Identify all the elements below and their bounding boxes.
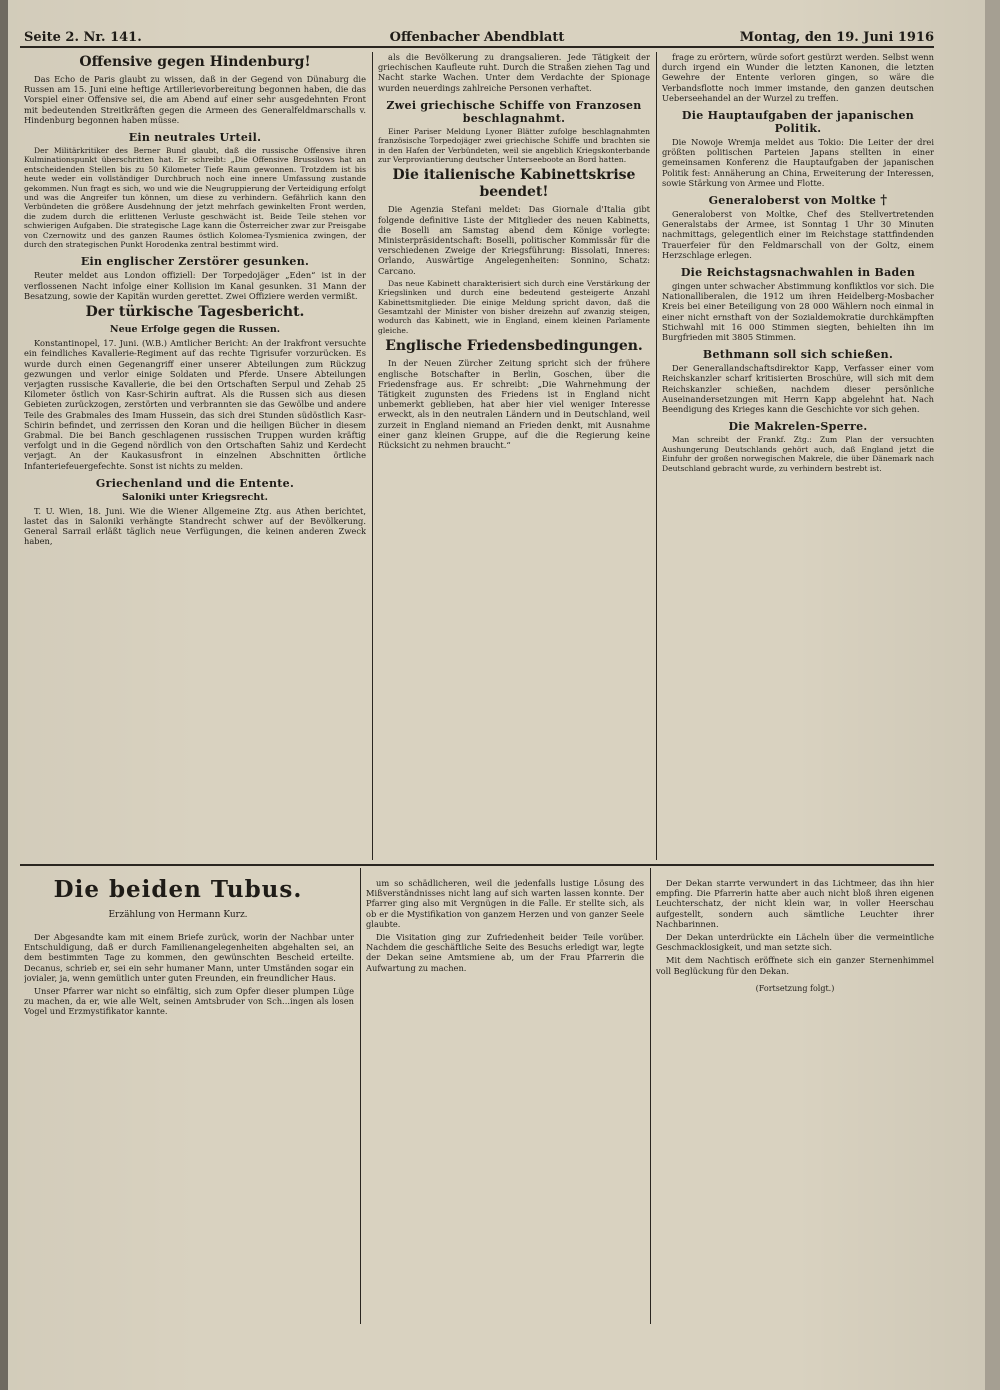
page-number: Seite 2. Nr. 141.	[24, 30, 142, 45]
story-text: um so schädlicheren, weil die jedenfalls lustige Lösung des Mißverständnisses nicht lang auf sich warten lassen konnte. Der Pfarrer ging also mit Vergnügen in die Falle. Er stellte sich, als ob er die Mystifikation von ganzem Herzen und von ganzer Seele glaubte.	[366, 878, 644, 929]
headline-english-peace: Englische Friedensbedingungen.	[385, 338, 643, 355]
adjacent-page-edge	[985, 0, 1000, 1390]
headline-baden: Die Reichstagsnachwahlen in Baden	[680, 266, 916, 280]
article-text: Reuter meldet aus London offiziell: Der Torpedojäger „Eden“ ist in der verflossenen Nacht infolge einer Kollision im Kanal gesunken. 31 Mann der Besatzung, sowie der Kapitän wurden gerettet. Zwei Offiziere werden vermißt.	[24, 270, 366, 301]
column-rule	[360, 868, 361, 1324]
feuilleton-title: Die beiden Tubus.	[53, 876, 303, 903]
headline-japan: Die Hauptaufgaben der japanischen Politik.	[681, 109, 915, 136]
article-text: gingen unter schwacher Abstimmung konfliktlos vor sich. Die Nationalliberalen, die 1912 um ihren Heidelberg-Mosbacher Kreis bei einer Beteiligung von 28 000 Wählern noch einmal in einer nicht ernsthaft von der Sozialdemokratie durchkämpften Stichwahl mit 16 000 Stimmen siegten, behielten ihn im Burgfrieden mit 3805 Stimmen.	[662, 281, 934, 343]
headline-greek-ships: Zwei griechische Schiffe von Franzosen beschlagnahmt.	[386, 98, 642, 125]
article-text: Generaloberst von Moltke, Chef des Stellvertretenden Generalstabs der Armee, ist Sonntag 1 Uhr 30 Minuten nachmittags, gelegentlich einer im Reichstage stattfindenden Trauerfeier für den Feldmarschall von der Goltz, einem Herzschlage erlegen.	[662, 209, 934, 260]
feuilleton-column-2	[366, 878, 644, 1318]
story-text: Der Abgesandte kam mit einem Briefe zurück, worin der Nachbar unter Entschuldigung, daß er durch Familienangelegenheiten abgehalten sei, an dem bestimmten Tage zu kommen, den gewünschten Bescheid erteilte. Decanus, schrieb er, sei ein sehr humaner Mann, unter Umständen sogar ein jovialer, ja, wenn gemütlich unter guten Freunden, ein freundlicher Haus.	[24, 932, 354, 983]
story-text: Die Visitation ging zur Zufriedenheit beider Teile vorüber. Nachdem die geschäftliche Seite des Besuchs erledigt war, legte der Dekan seine Amtsmiene ab, um der Frau Pfarrerin die Aufwartung zu machen.	[366, 932, 644, 973]
story-text: Mit dem Nachtisch eröffnete sich ein ganzer Sternenhimmel voll Beglückung für den Dekan.	[656, 955, 934, 976]
newspaper-name: Offenbacher Abendblatt	[389, 30, 565, 45]
feuilleton-author: Erzählung von Hermann Kurz.	[108, 910, 248, 920]
headline-italian-crisis: Die italienische Kabinettskrise beendet!	[392, 167, 636, 201]
page-header	[20, 30, 934, 48]
headline-moltke	[662, 194, 934, 207]
article-text: Man schreibt der Frankf. Ztg.: Zum Plan der versuchten Aushungerung Deutschlands gehört auch, daß England jetzt die Einfuhr der großen norwegischen Makrele, die über Dänemark nach Deutschland gebracht wurde, zu verhindern bestrebt ist.	[662, 435, 934, 473]
article-text: als die Bevölkerung zu drangsalieren. Jede Tätigkeit der griechischen Kaufleute ruht. Durch die Straßen ziehen Tag und Nacht starke Wachen. Unter dem Verdachte der Spionage wurden neuerdings zahlreiche Personen verhaftet.	[378, 52, 650, 93]
headline-neutral: Ein neutrales Urteil.	[128, 131, 262, 145]
feuilleton-rule	[20, 864, 934, 866]
article-column-2	[378, 52, 650, 857]
column-rule	[372, 52, 373, 860]
article-text: Das Echo de Paris glaubt zu wissen, daß in der Gegend von Dünaburg die Russen am 15. Juni eine heftige Artillerievorbereitung begonnen haben, die das Vorspiel einer Offensive sei, die am Abend auf einer sehr ausgedehnten Front mit bedeutenden Streitkräften gegen die Armeen des Generalfeldmarschalls v. Hindenburg begonnen haben müsse.	[24, 74, 366, 125]
article-text: Die Nowoje Wremja meldet aus Tokio: Die Leiter der drei größten politischen Parteien Japans stellten in einer gemeinsamen Konferenz die Hauptaufgaben der japanischen Politik fest: Annäherung an China, Erweiterung der Interessen, sowie Stärkung von Armee und Flotte.	[662, 137, 934, 188]
headline-destroyer: Ein englischer Zerstörer gesunken.	[80, 255, 310, 269]
headline-greece: Griechenland und die Entente.	[95, 476, 295, 490]
article-text: Das neue Kabinett charakterisiert sich durch eine Verstärkung der Kriegslinken und durch eine bedeutend gesteigerte Anzahl Kabinettsmitglieder. Die einige Meldung spricht davon, daß die Gesamtzahl der Minister von bisher dreizehn auf zwanzig steigen, wodurch das Kabinett, wie in England, einem kleinen Parlamente gleiche.	[378, 278, 650, 335]
column-rule	[650, 868, 651, 1324]
article-text: frage zu erörtern, würde sofort gestürzt werden. Selbst wenn durch irgend ein Wunder die letzten Kanonen, die letzten Gewehre der Entente verloren gingen, so wäre die Verbandsflotte noch immer imstande, den ganzen deutschen Ueberseehandel an der Wurzel zu treffen.	[662, 52, 934, 103]
article-text: Der Militärkritiker des Berner Bund glaubt, daß die russische Offensive ihren Kulminationspunkt überschritten hat. Er schreibt: „Die Offensive Brussilows hat an entscheidenden Stellen bis zu 50 Kilometer Tiefe Raum gewonnen. Trotzdem ist bis heute weder ein vollständiger Durchbruch noch eine innere Umfassung zustande gekommen. Nun fragt es sich, wo und wie die Neugruppierung der Verteidigung erfolgt und was die Angreifer tun können, um diese zu verhindern. Gefährlich kann den Verbündeten die größere Ausdehnung der jetzt mehrfach gewinkelten Front werden, die zudem durch die erlittenen Verluste geschwächt ist. Beide Teile stehen vor schwierigen Aufgaben. Die strategische Lage kann die Österreicher zwar zur Preisgabe von Czernowitz und des ganzen Raumes östlich Kolomea-Tysmienica zwingen, der durch den strategischen Punkt Horodenka zentral bestimmt wird.	[24, 146, 366, 250]
story-text: Unser Pfarrer war nicht so einfältig, sich zum Opfer dieser plumpen Lüge zu machen, da er, wie alle Welt, seinen Amtsbruder von Sch...ingen als losen Vogel und Erzmystifikator kannte.	[24, 986, 354, 1017]
article-text: Der Generallandschaftsdirektor Kapp, Verfasser einer vom Reichskanzler scharf kritisierten Broschüre, will sich mit dem Reichskanzler schießen, nachdem dieser persönliche Auseinandersetzungen mit Herrn Kapp abgelehnt hat. Nach Beendigung des Krieges kann die Geschichte vor sich gehen.	[662, 363, 934, 415]
article-column-1	[24, 52, 366, 857]
article-text: Die Agenzia Stefani meldet: Das Giornale d'Italia gibt folgende definitive Liste der Mitglieder des neuen Kabinetts, die Boselli am Samstag abend dem Könige vorlegte: Ministerpräsidentschaft: Boselli, politischer Kommissär für die verschiedenen Zweige der Kriegsführung: Bissolati, Inneres: Orlando, Auswärtige Angelegenheiten: Sonnino, Schatz: Carcano.	[378, 204, 650, 276]
headline-bethmann: Bethmann soll sich schießen.	[702, 348, 894, 362]
story-text: Der Dekan unterdrückte ein Lächeln über die vermeintliche Geschmacklosigkeit, und man setzte sich.	[656, 932, 934, 953]
headline-mackerel: Die Makrelen-Sperre.	[728, 420, 868, 434]
article-column-3	[662, 52, 934, 857]
story-text: Der Dekan starrte verwundert in das Lichtmeer, das ihn hier empfing. Die Pfarrerin hatte aber auch nicht bloß ihren eigenen Leuchterschatz, der nicht klein war, in voller Heerschau aufgestellt, sondern auch sämtliche Leuchter ihrer Nachbarinnen.	[656, 878, 934, 929]
subheadline: Saloniki unter Kriegsrecht.	[122, 491, 268, 503]
article-text: T. U. Wien, 18. Juni. Wie die Wiener Allgemeine Ztg. aus Athen berichtet, lastet das in Saloniki verhängte Standrecht schwer auf der Bevölkerung. General Sarrail erläßt täglich neue Verfügungen, die keinen anderen Zweck haben,	[24, 505, 366, 547]
article-text: In der Neuen Zürcher Zeitung spricht sich der frühere englische Botschafter in Berlin, Goschen, über die Friedensfrage aus. Er schreibt: „Die Wahrnehmung der Tätigkeit zugunsten des Friedens ist in England nicht unbemerkt geblieben, hat aber hier viel weniger Interesse erweckt, als in den neutralen Ländern und in Deutschland, weil zurzeit in England niemand an Frieden denkt, mit Ausnahme einer ganz kleinen Gruppe, auf die die Regierung keine Rücksicht zu nehmen braucht.“	[378, 358, 650, 450]
column-rule	[656, 52, 657, 860]
cross-icon: †	[880, 193, 888, 209]
article-text: Konstantinopel, 17. Juni. (W.B.) Amtlicher Bericht: An der Irakfront versuchte ein feindliches Kavallerie-Regiment auf das rechte Tigrisufer vorzurücken. Es wurde durch einen Gegenangriff einer unserer Abteilungen zum Rückzug gezwungen und verlor einige Soldaten und Pferde. Unsere Abteilungen verjagten russische Kavallerie, die bei den Ortschaften Serpul und Zehab 25 Kilometer östlich von Kasr-Schirin auftrat. Als die Russen sich aus diesen Gebieten zurückzogen, zerstörten und verbrannten sie das Gewölbe und andere Teile des Grabmales des Imam Hussein, das sich drei Stunden südöstlich Kasr-Schirin befindet, und zerrissen den Koran und die heiligen Bücher in diesem Grabmal. Die bei Banch geschlagenen russischen Truppen wurden kräftig verfolgt und in die Gegend nördlich von den Ortschaften Sahiz und Kerdecht verjagt. An der Kaukasusfront in einzelnen Abschnitten örtliche Infanteriefeuergefechte. Sonst ist nichts zu melden.	[24, 338, 366, 471]
headline-moltke-text: Generaloberst von Moltke	[708, 194, 877, 208]
subheadline: Neue Erfolge gegen die Russen.	[109, 324, 281, 336]
article-text: Einer Pariser Meldung Lyoner Blätter zufolge beschlagnahmten französische Torpedojäger zwei griechische Schiffe und brachten sie in den Hafen der Verbündeten, weil sie angeblich Kriegskonterbande zur Verproviantierung deutscher Unterseeboote an Bord hatten.	[378, 126, 650, 165]
feuilleton-column-1	[24, 932, 354, 1312]
headline-turkish-report: Der türkische Tagesbericht.	[85, 304, 305, 321]
feuilleton-column-3	[656, 878, 934, 1318]
continuation-note: (Fortsetzung folgt.)	[755, 983, 835, 993]
headline-hindenburg: Offensive gegen Hindenburg!	[79, 54, 311, 70]
issue-date: Montag, den 19. Juni 1916	[739, 30, 934, 45]
